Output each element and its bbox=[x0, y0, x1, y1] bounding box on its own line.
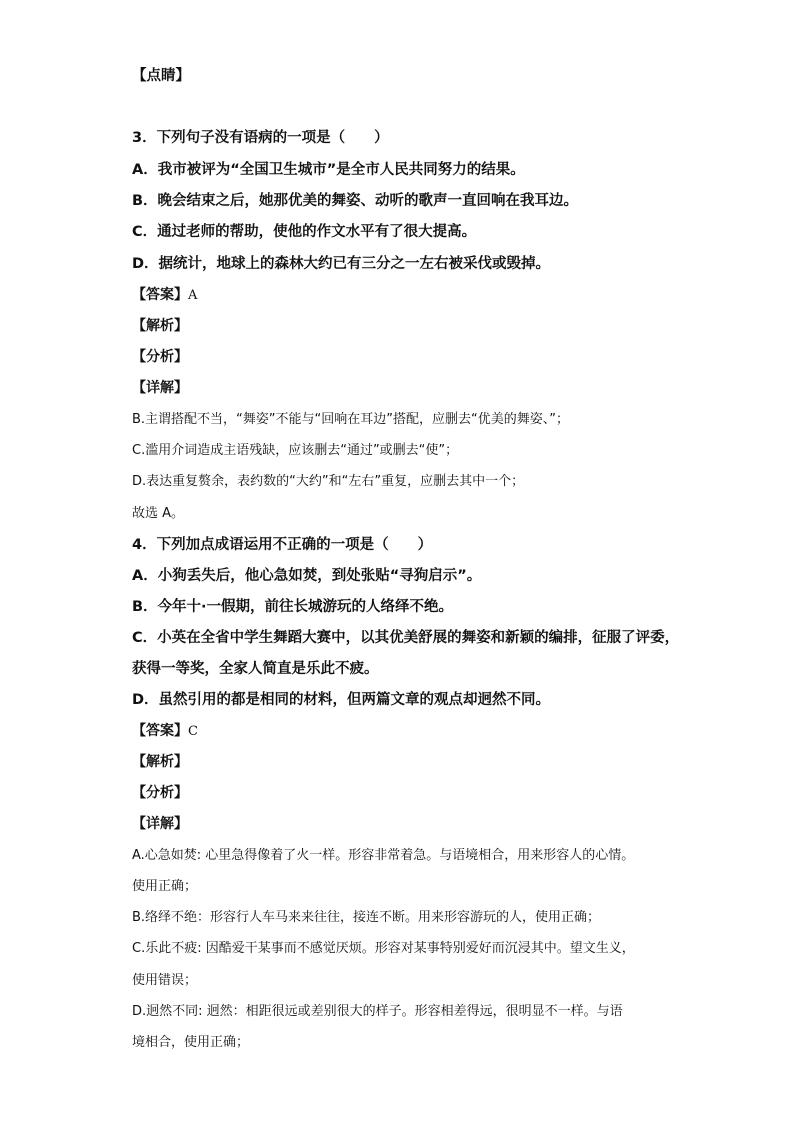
q3-detail-c: C.滥用介词造成主语残缺，应该删去“通过”或删去“使”； bbox=[132, 443, 459, 458]
q4-detail-c: C.乐此不疲: 因酷爱干某事而不感觉厌烦。形容对某事特别爱好而沉浸其中。望文生义， bbox=[132, 941, 635, 956]
q3-jiexi-label: 【解析】 bbox=[132, 318, 188, 334]
q4-detail-c-cont: 使用错误； bbox=[132, 973, 198, 988]
q3-conclusion: 故选 A。 bbox=[132, 506, 185, 521]
dianjing-label: 【点睛】 bbox=[132, 68, 190, 84]
q4-answer-label: 【答案】 bbox=[132, 723, 188, 739]
q4-fenxi-label: 【分析】 bbox=[132, 785, 188, 801]
q4-detail-d-cont: 境相合，使用正确； bbox=[132, 1035, 250, 1050]
q4-option-a: A．小狗丢失后，他心急如焚，到处张贴“寻狗启示”。 bbox=[132, 568, 482, 584]
q4-option-b: B．今年十·一假期，前往长城游玩的人络绎不绝。 bbox=[132, 599, 454, 615]
q4-jiexi-label: 【解析】 bbox=[132, 754, 188, 770]
q3-fenxi-label: 【分析】 bbox=[132, 349, 188, 365]
q3-answer bbox=[132, 285, 197, 306]
q4-answer bbox=[132, 721, 198, 742]
q3-detail-d: D.表达重复赘余，表约数的“大约”和“左右”重复，应删去其中一个； bbox=[132, 474, 525, 489]
q4-stem: 4．下列加点成语运用不正确的一项是（ ） bbox=[132, 537, 433, 553]
q3-option-b: B．晚会结束之后，她那优美的舞姿、动听的歌声一直回响在我耳边。 bbox=[132, 193, 579, 209]
q4-option-c-cont: 获得一等奖，全家人简直是乐此不疲。 bbox=[132, 661, 379, 677]
q3-answer-value: A bbox=[188, 288, 198, 303]
q4-xiangjie-label: 【详解】 bbox=[132, 816, 188, 832]
q4-detail-a: A.心急如焚: 心里急得像着了火一样。形容非常着急。与语境相合，用来形容人的心情。 bbox=[132, 848, 635, 863]
q4-detail-b: B.络绎不绝：形容行人车马来来往往，接连不断。用来形容游玩的人，使用正确； bbox=[132, 910, 601, 925]
q4-detail-d: D.迥然不同: 迥然：相距很远或差别很大的样子。形容相差得远，很明显不一样。与语 bbox=[132, 1004, 623, 1019]
q3-stem: 3．下列句子没有语病的一项是（ ） bbox=[132, 130, 389, 146]
q4-option-c: C．小英在全省中学生舞蹈大赛中，以其优美舒展的舞姿和新颖的编排，征服了评委， bbox=[132, 630, 680, 646]
q3-answer-label: 【答案】 bbox=[132, 287, 188, 303]
q3-option-c: C．通过老师的帮助，使他的作文水平有了很大提高。 bbox=[132, 224, 477, 240]
q4-detail-a-cont: 使用正确； bbox=[132, 879, 198, 894]
q3-option-a: A．我市被评为“全国卫生城市”是全市人民共同努力的结果。 bbox=[132, 162, 525, 178]
q4-option-d: D．虽然引用的都是相同的材料，但两篇文章的观点却迥然不同。 bbox=[132, 692, 551, 708]
q3-detail-b: B.主谓搭配不当，“舞姿”不能与“回响在耳边”搭配，应删去“优美的舞姿、”； bbox=[132, 412, 569, 427]
q3-option-d: D．据统计，地球上的森林大约已有三分之一左右被采伐或毁掉。 bbox=[132, 256, 551, 272]
q4-answer-value: C bbox=[188, 724, 198, 739]
q3-xiangjie-label: 【详解】 bbox=[132, 380, 188, 396]
